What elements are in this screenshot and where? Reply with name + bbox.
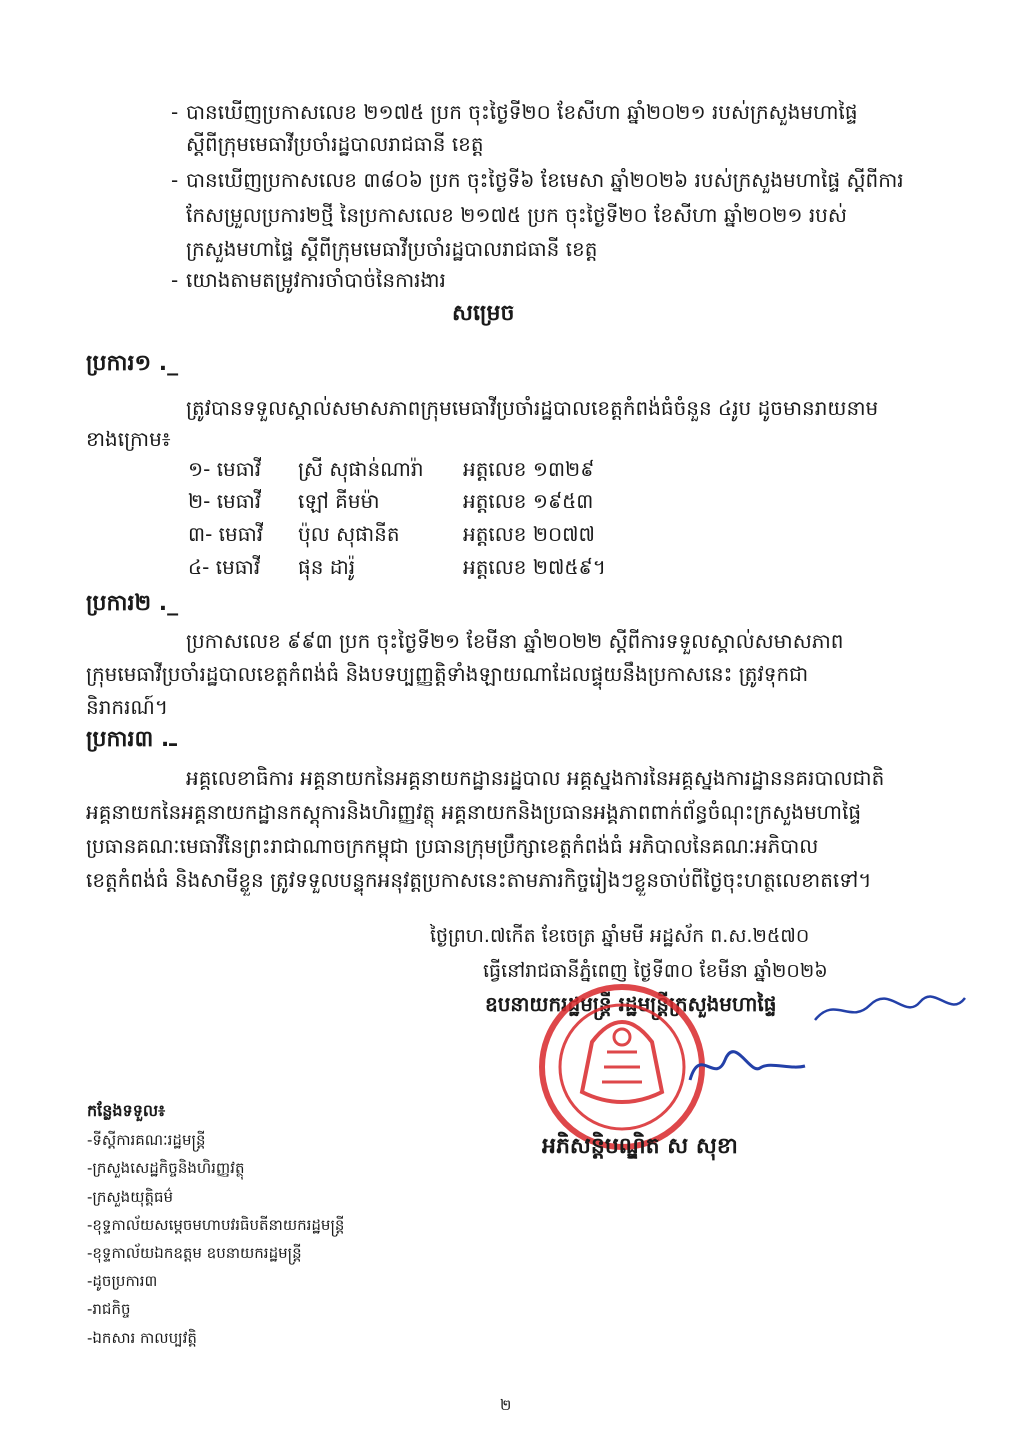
citation-line: ស្តីពីក្រុមមេធាវីប្រចាំរដ្ឋបាលរាជធានី ខេត្ត <box>186 132 484 156</box>
page-number: ២ <box>500 1396 512 1414</box>
decision-heading: សម្រេច <box>452 301 515 326</box>
member-number: ៤- មេធាវី <box>188 555 261 579</box>
member-id: អត្តលេខ ១៣២៩ <box>463 457 595 481</box>
signer-position: ឧបនាយករដ្ឋមន្ត្រី រដ្ឋមន្ត្រីក្រសួងមហាផ្ទៃ <box>485 992 777 1016</box>
citation-bullet: - <box>171 268 179 292</box>
article-1-body-line: ត្រូវបានទទួលស្គាល់សមាសភាពក្រុមមេធាវីប្រចាំរដ្ឋបាលខេត្តកំពង់ធំចំនួន ៤រូប ដូចមានរាយនាម <box>186 396 879 420</box>
recipient-item: -ឯកសារ កាលប្បវត្តិ <box>87 1329 197 1347</box>
citation-line: បានឃើញប្រកាសលេខ ៣៨០៦ ប្រក ចុះថ្ងៃទី៦ ខែមេសា ឆ្នាំ២០២៦ របស់ក្រសួងមហាផ្ទៃ ស្តីពីការ <box>186 168 904 192</box>
citation-line: យោងតាមតម្រូវការចាំបាច់នៃការងារ <box>186 268 446 292</box>
member-name: ផុន ដារ៉ូ <box>298 555 356 579</box>
citation-line: ក្រសួងមហាផ្ទៃ ស្តីពីក្រុមមេធាវីប្រចាំរដ្ឋបាលរាជធានី ខេត្ត <box>186 237 598 261</box>
handwritten-signature <box>810 990 970 1030</box>
article-1-body-line: ខាងក្រោម៖ <box>86 427 171 451</box>
citation-bullet: - <box>171 168 179 192</box>
lunar-date: ថ្ងៃព្រហ.៧កើត ខែចេត្រ ឆ្នាំមមី អដ្ឋស័ក ព.ស.២៥៧០ <box>430 925 810 947</box>
member-name: ឡៅ គីមម៉ា <box>298 489 380 513</box>
article-2-title: ប្រការ២ ._ <box>86 591 179 616</box>
member-id: អត្តលេខ ២៧៥៩។ <box>463 555 606 579</box>
recipient-item: -ក្រសួងយុត្តិធម៌ <box>87 1188 174 1206</box>
signer-name: អភិសន្តិបណ្ឌិត ស សុខា <box>542 1134 738 1159</box>
article-3-title: ប្រការ៣ .ـ <box>86 727 177 752</box>
member-number: ២- មេធាវី <box>188 489 262 513</box>
member-number: ៣- មេធាវី <box>188 522 264 546</box>
recipient-item: -ក្រសួងសេដ្ឋកិច្ចនិងហិរញ្ញវត្ថុ <box>87 1159 245 1177</box>
recipient-item: -ខុទ្ទកាល័យឯកឧត្តម ឧបនាយករដ្ឋមន្ត្រី <box>87 1244 302 1262</box>
article-2-body-line: ក្រុមមេធាវីប្រចាំរដ្ឋបាលខេត្តកំពង់ធំ និងបទប្បញ្ញត្តិទាំងឡាយណាដែលផ្ទុយនឹងប្រកាសនេះ ត្រូវទុកជា <box>86 662 809 686</box>
citation-bullet: - <box>171 100 179 124</box>
article-3-body-line: ប្រធានគណៈមេធាវីនៃព្រះរាជាណាចក្រកម្ពុជា ប្រធានក្រុមប្រឹក្សាខេត្តកំពង់ធំ អភិបាលនៃគណៈអភិបាល <box>86 834 819 858</box>
member-name: ប៉ុល សុផានីត <box>298 522 400 546</box>
member-name: ស្រី សុផាន់ណារ៉ា <box>298 457 424 481</box>
recipient-item: -ដូចប្រការ៣ <box>87 1272 158 1290</box>
place-date: ធ្វើនៅរាជធានីភ្នំពេញ ថ្ងៃទី៣០ ខែមីនា ឆ្នាំ២០២៦ <box>483 960 828 982</box>
article-2-body-line: ប្រកាសលេខ ៩៩៣ ប្រក ចុះថ្ងៃទី២១ ខែមីនា ឆ្នាំ២០២២ ស្តីពីការទទួលស្គាល់សមាសភាព <box>186 629 844 653</box>
recipient-item: -ខុទ្ទកាល័យសម្តេចមហាបវរធិបតីនាយករដ្ឋមន្ត្រី <box>87 1216 345 1234</box>
citation-line: កែសម្រួលប្រការ២ថ្មី នៃប្រកាសលេខ ២១៧៥ ប្រក ចុះថ្ងៃទី២០ ខែសីហា ឆ្នាំ២០២១ របស់ <box>186 203 847 227</box>
member-id: អត្តលេខ ១៩៥៣ <box>463 489 594 513</box>
article-3-body-line: អគ្គនាយកនៃអគ្គនាយកដ្ឋានកស្តុការនិងហិរញ្ញវត្ថុ អគ្គនាយកនិងប្រធានអង្គភាពពាក់ព័ន្ធចំណុះក្រសួងមហាផ្ទៃ <box>86 800 862 824</box>
member-number: ១- មេធាវី <box>188 457 262 481</box>
article-3-body-line: ខេត្តកំពង់ធំ និងសាមីខ្លួន ត្រូវទទួលបន្ទុកអនុវត្តប្រកាសនេះតាមភារកិច្ចរៀងៗខ្លួនចាប់ពីថ្ងៃចុះហត្ថលេខាតទៅ។ <box>86 868 872 892</box>
member-id: អត្តលេខ ២០៧៧ <box>463 522 595 546</box>
article-3-body-line: អគ្គលេខាធិការ អគ្គនាយកនៃអគ្គនាយកដ្ឋានរដ្ឋបាល អគ្គស្នងការនៃអគ្គស្នងការដ្ឋាននគរបាលជាតិ <box>186 766 885 790</box>
citation-line: បានឃើញប្រកាសលេខ ២១៧៥ ប្រក ចុះថ្ងៃទី២០ ខែសីហា ឆ្នាំ២០២១ របស់ក្រសួងមហាផ្ទៃ <box>186 100 858 124</box>
article-1-title: ប្រការ១ ._ <box>86 351 179 376</box>
article-2-body-line: និរាករណ៍។ <box>86 695 169 719</box>
recipients-heading: កន្លែងទទួល៖ <box>87 1101 166 1120</box>
recipient-item: -ទីស្តីការគណៈរដ្ឋមន្ត្រី <box>87 1131 206 1149</box>
handwritten-signature <box>680 1040 810 1090</box>
recipient-item: -រាជកិច្ច <box>87 1300 131 1318</box>
